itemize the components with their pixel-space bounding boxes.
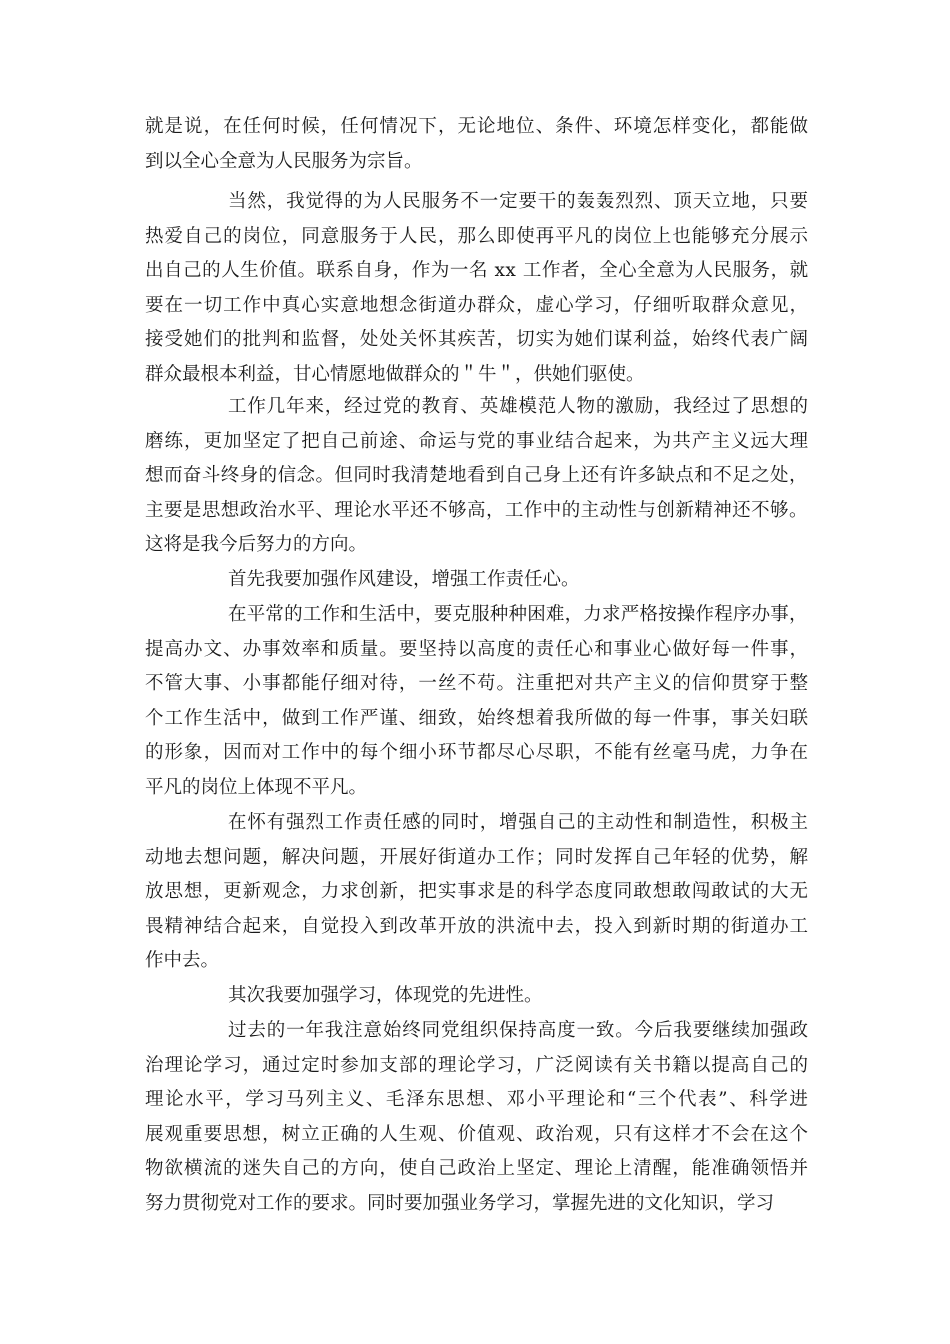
text-line: 出自己的人生价值。联系自身，作为一名 xx 工作者，全心全意为人民服务，就: [145, 260, 809, 282]
text-line: 的形象，因而对工作中的每个细小环节都尽心尽职，不能有丝毫马虎，力争在: [145, 742, 810, 764]
text-line: 展观重要思想，树立正确的人生观、价值观、政治观，只有这样才不会在这个: [145, 1123, 810, 1145]
text-line: 放思想，更新观念，力求创新，把实事求是的科学态度同敢想敢闯敢试的大无: [145, 881, 810, 903]
text-line: 治理论学习，通过定时参加支部的理论学习，广泛阅读有关书籍以提高自己的: [145, 1054, 810, 1076]
text-line: 想而奋斗终身的信念。但同时我清楚地看到自己身上还有许多缺点和不足之处，: [145, 465, 808, 487]
text-line: 物欲横流的迷失自己的方向，使自己政治上坚定、理论上清醒，能准确领悟并: [145, 1158, 810, 1180]
text-line: 不管大事、小事都能仔细对待，一丝不苟。注重把对共产主义的信仰贯穿于整: [145, 673, 810, 695]
text-line: 动地去想问题，解决问题，开展好街道办工作；同时发挥自己年轻的优势，解: [145, 846, 810, 868]
text-line: 群众最根本利益，甘心情愿地做群众的＂牛＂，供她们驱使。: [145, 364, 645, 385]
text-line: 首先我要加强作风建设，增强工作责任心。: [228, 569, 580, 590]
text-line: 就是说，在任何时候，任何情况下，无论地位、条件、环境怎样变化，都能做: [145, 116, 810, 137]
text-line: 当然，我觉得的为人民服务不一定要干的轰轰烈烈、顶天立地，只要: [228, 191, 809, 212]
text-line: 其次我要加强学习，体现党的先进性。: [228, 985, 543, 1006]
text-line: 理论水平，学习马列主义、毛泽东思想、邓小平理论和“三个代表”、科学进: [145, 1089, 810, 1111]
text-line: 工作几年来，经过党的教育、英雄模范人物的激励，我经过了思想的: [228, 396, 809, 417]
text-line: 努力贯彻党对工作的要求。同时要加强业务学习，掌握先进的文化知识，学习: [145, 1193, 775, 1214]
text-line: 个工作生活中，做到工作严谨、细致，始终想着我所做的每一件事，事关妇联: [145, 707, 810, 729]
text-line: 过去的一年我注意始终同党组织保持高度一致。今后我要继续加强政: [228, 1020, 809, 1041]
text-line: 要在一切工作中真心实意地想念街道办群众，虚心学习，仔细听取群众意见，: [145, 294, 810, 316]
text-line: 磨练，更加坚定了把自己前途、命运与党的事业结合起来，为共产主义远大理: [145, 430, 810, 452]
text-line: 到以全心全意为人民服务为宗旨。: [145, 150, 423, 172]
text-line: 提高办文、办事效率和质量。要坚持以高度的责任心和事业心做好每一件事，: [145, 638, 810, 660]
text-line: 接受她们的批判和监督，处处关怀其疾苦，切实为她们谋利益，始终代表广阔: [145, 329, 810, 351]
text-line: 主要是思想政治水平、理论水平还不够高，工作中的主动性与创新精神还不够。: [145, 499, 808, 521]
text-line: 作中去。: [145, 950, 220, 972]
text-line: 这将是我今后努力的方向。: [145, 534, 368, 556]
text-line: 在平常的工作和生活中，要克服种种困难，力求严格按操作程序办事，: [228, 604, 808, 625]
text-line: 在怀有强烈工作责任感的同时，增强自己的主动性和制造性，积极主: [228, 812, 809, 833]
text-line: 平凡的岗位上体现不平凡。: [145, 777, 368, 798]
text-line: 畏精神结合起来，自觉投入到改革开放的洪流中去，投入到新时期的街道办工: [145, 915, 810, 937]
text-line: 热爱自己的岗位，同意服务于人民，那么即使再平凡的岗位上也能够充分展示: [145, 225, 810, 247]
